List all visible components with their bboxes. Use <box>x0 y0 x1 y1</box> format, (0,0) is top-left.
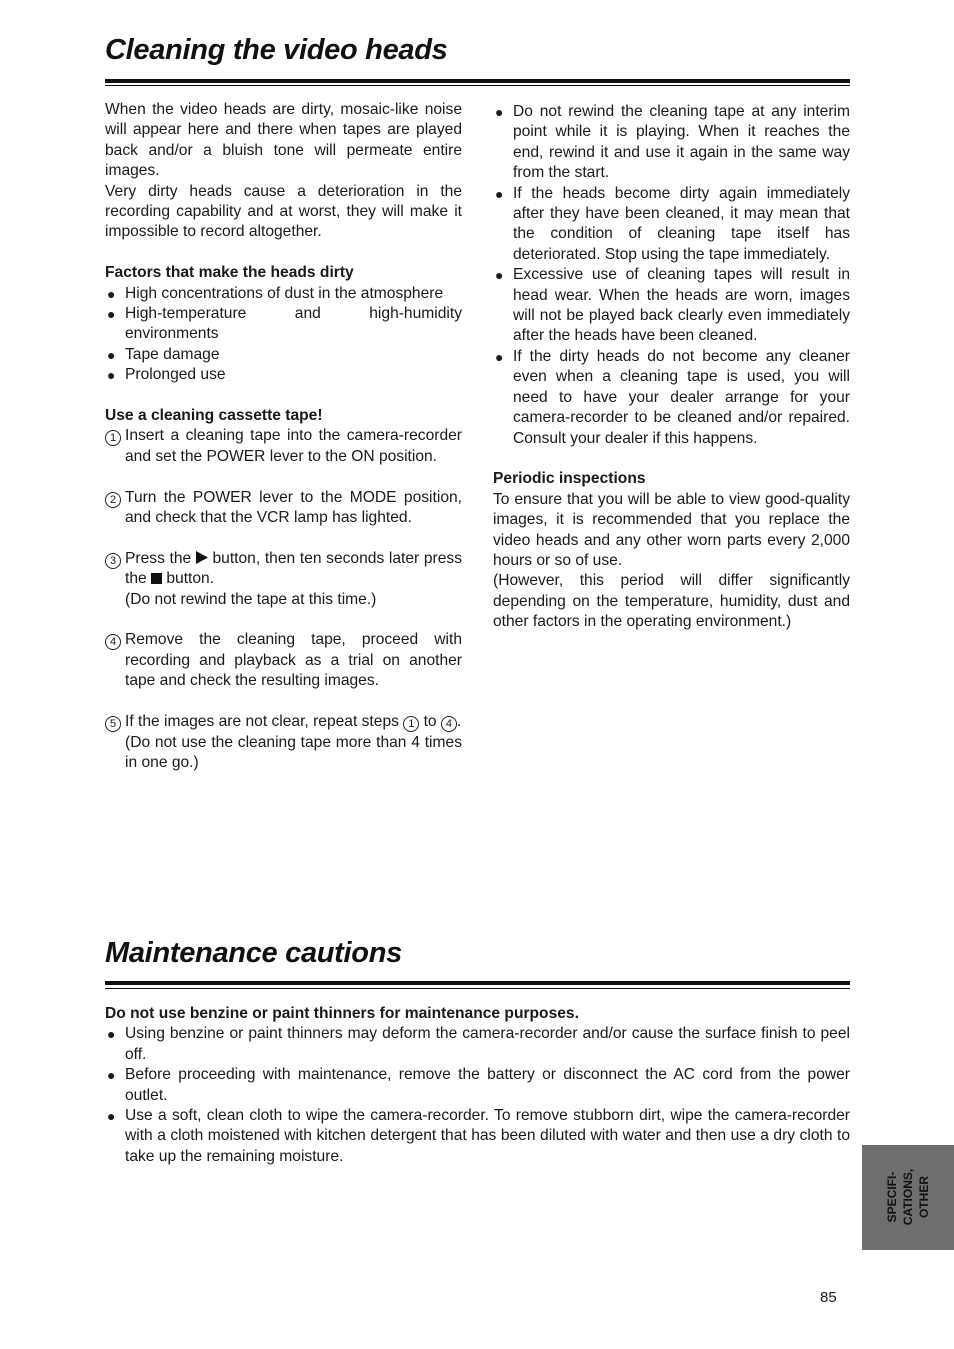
step-5: 5 If the images are not clear, repeat steps 1 to 4 . <box>105 712 462 732</box>
right-column <box>493 102 850 633</box>
title-rule-thin <box>105 85 850 86</box>
step-3-note: (Do not rewind the tape at this time.) <box>125 590 377 608</box>
periodic-heading: Periodic inspections <box>493 470 646 488</box>
factor-item: ● Prolonged use <box>105 365 462 385</box>
maintenance-item: ● Before proceeding with maintenance, remove the battery or disconnect the AC cord from the power outlet. <box>107 1066 850 1104</box>
step-number: 1 <box>105 430 121 446</box>
bullet-icon: ● <box>107 1026 116 1043</box>
bullet-icon: ● <box>495 104 504 120</box>
step-ref: 4 <box>441 716 457 732</box>
factor-item: ● Tape damage <box>105 345 462 365</box>
side-tab-label: SPECIFI- CATIONS, OTHER <box>885 1168 931 1226</box>
maintenance-item: ● Use a soft, clean cloth to wipe the camera-recorder. To remove stubborn dirt, wipe the camera-recorder with a cloth moistened with kitchen detergent that has been diluted with water and then use a dry cloth to take up the remaining moisture. <box>107 1107 850 1165</box>
maintenance-item: ● Using benzine or paint thinners may deform the camera-recorder and/or cause the surface finish to peel off. <box>107 1025 850 1063</box>
factor-item: ● High concentrations of dust in the atmosphere <box>105 284 462 304</box>
section-title-cleaning: Cleaning the video heads <box>105 34 448 66</box>
step-number: 2 <box>105 492 121 508</box>
step-2: 2 Turn the POWER lever to the MODE position, and check that the VCR lamp has lighted. <box>105 488 462 529</box>
maintenance-body <box>105 1004 850 1167</box>
left-column <box>105 100 462 773</box>
step-number: 3 <box>105 553 121 569</box>
play-icon <box>196 551 208 564</box>
caution-item: ● If the dirty heads do not become any cleaner even when a cleaning tape is used, you will need to have your dealer arrange for your camera-recorder to be cleaned and/or repaired. Consult your dealer if this happens. <box>495 347 850 447</box>
factors-heading: Factors that make the heads dirty <box>105 264 354 282</box>
bullet-icon: ● <box>107 367 116 384</box>
step-1: 1 Insert a cleaning tape into the camera-recorder and set the POWER lever to the ON position. <box>105 426 462 467</box>
factor-item: ● High-temperature and high-humidity environments <box>107 305 462 343</box>
intro-paragraph-2: Very dirty heads cause a deterioration in the recording capability and at worst, they will make it impossible to record altogether. <box>105 182 462 241</box>
bullet-icon: ● <box>107 306 116 323</box>
periodic-paragraph-2: (However, this period will differ significantly depending on the temperature, humidity, dust and other factors in the operating environment.) <box>493 572 850 631</box>
title-rule-thin <box>105 988 850 989</box>
bullet-icon: ● <box>107 346 116 363</box>
steps-heading: Use a cleaning cassette tape! <box>105 407 323 425</box>
intro-paragraph-1: When the video heads are dirty, mosaic-like noise will appear here and there when tapes are played back and/or a bluish tone will permeate entire images. <box>105 101 462 180</box>
title-rule-thick <box>105 79 850 83</box>
periodic-paragraph-1: To ensure that you will be able to view good-quality images, it is recommended that you replace the video heads and any other worn parts every 2,000 hours or so of use. <box>493 490 850 569</box>
step-3: 3 Press the button, then ten seconds later press the button. <box>105 549 462 590</box>
bullet-icon: ● <box>107 1108 116 1125</box>
caution-item: ● Do not rewind the cleaning tape at any interim point while it is playing. When it reaches the end, rewind it and use it again in the same way from the start. <box>495 103 850 182</box>
bullet-icon: ● <box>495 185 504 202</box>
section-side-tab <box>862 1145 954 1250</box>
caution-item: ● If the heads become dirty again immediately after they have been cleaned, it may mean that the condition of cleaning tape itself has deteriorated. Stop using the tape immediately. <box>495 184 850 263</box>
page-number: 85 <box>820 1289 837 1306</box>
title-rule-thick <box>105 981 850 985</box>
section-title-maintenance: Maintenance cautions <box>105 937 402 969</box>
step-number: 4 <box>105 634 121 650</box>
step-4: 4 Remove the cleaning tape, proceed with recording and playback as a trial on another tape and check the resulting images. <box>105 630 462 691</box>
stop-icon <box>151 573 162 584</box>
step-ref: 1 <box>403 716 419 732</box>
bullet-icon: ● <box>107 285 116 302</box>
step-number: 5 <box>105 716 121 732</box>
maintenance-heading: Do not use benzine or paint thinners for maintenance purposes. <box>105 1005 579 1022</box>
bullet-icon: ● <box>495 348 504 365</box>
bullet-icon: ● <box>495 267 504 284</box>
bullet-icon: ● <box>107 1067 116 1084</box>
caution-item: ● Excessive use of cleaning tapes will result in head wear. When the heads are worn, images will not be played back clearly even immediately after the heads have been cleaned. <box>495 266 850 345</box>
step-5-note: (Do not use the cleaning tape more than 4 times in one go.) <box>125 733 462 771</box>
